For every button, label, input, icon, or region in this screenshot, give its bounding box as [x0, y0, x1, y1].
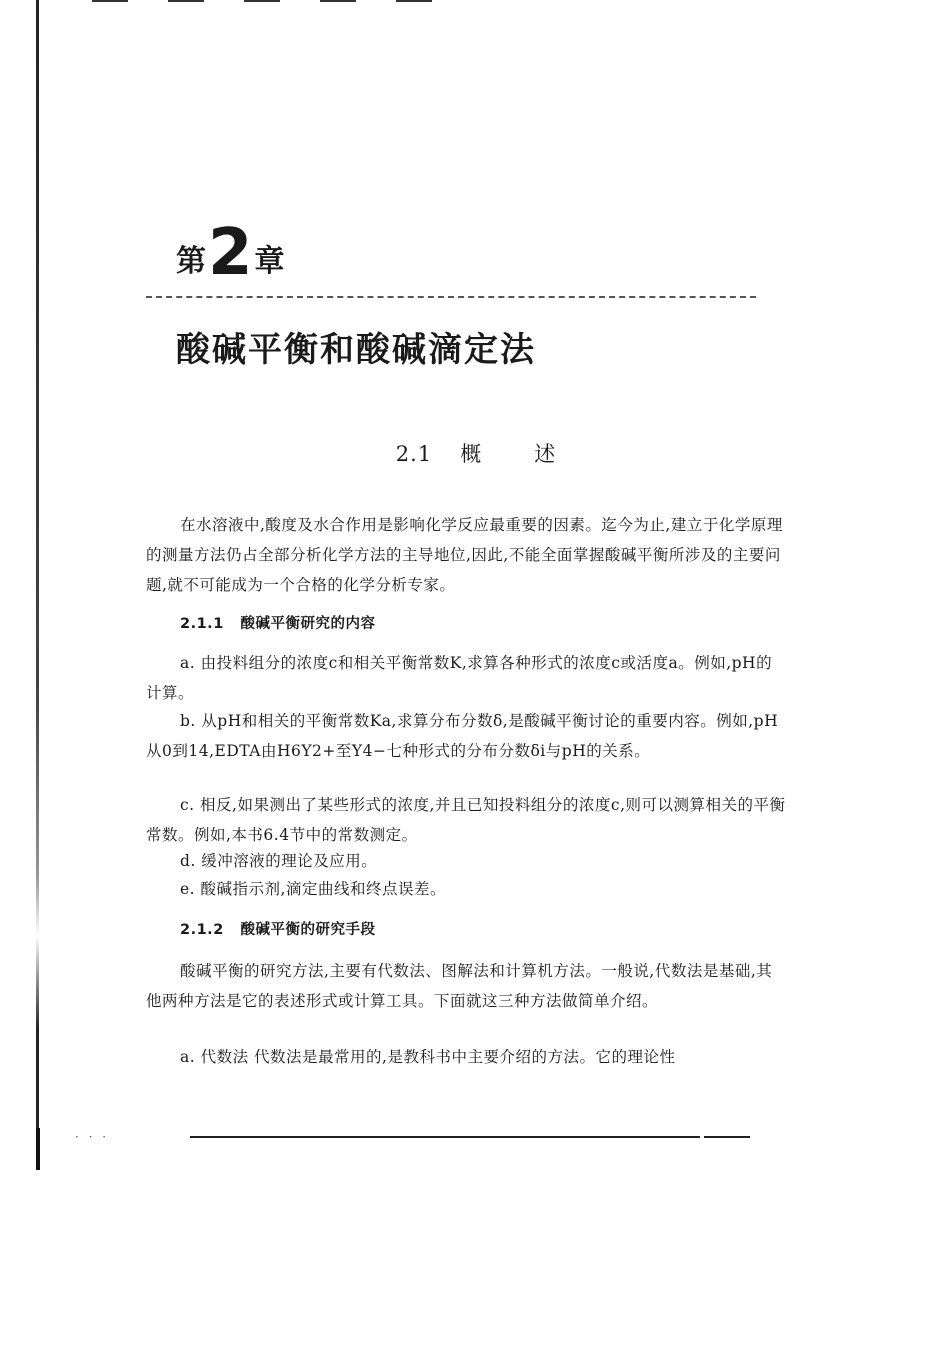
section-heading	[0, 438, 952, 468]
subsection-heading-1	[180, 612, 375, 633]
bottom-rule	[704, 1136, 750, 1138]
subsection-number: 2.1.1	[180, 616, 224, 632]
list-item: d. 缓冲溶液的理论及应用。	[180, 852, 378, 870]
bottom-rule	[190, 1136, 700, 1138]
subsection-heading-2	[180, 918, 375, 939]
top-scan-mark	[244, 0, 280, 2]
top-scan-mark	[320, 0, 356, 2]
body-paragraph: a. 代数法 代数法是最常用的,是教科书中主要介绍的方法。它的理论性	[180, 1048, 676, 1066]
list-item: a. 由投料组分的浓度c和相关平衡常数K,求算各种形式的浓度c或活度a。例如,pH的计算。	[146, 654, 773, 702]
chapter-title: 酸碱平衡和酸碱滴定法	[176, 330, 536, 370]
section-number: 2.1	[395, 442, 433, 466]
subsection-title: 酸碱平衡研究的内容	[240, 616, 376, 632]
section-title-a: 概	[460, 442, 483, 466]
chapter-rule	[146, 296, 756, 298]
list-item: b. 从pH和相关的平衡常数Ka,求算分布分数δ,是酸碱平衡讨论的重要内容。例如,pH从0到14,EDTA由H6Y2+至Y4−七种形式的分布分数δi与pH的关系。	[146, 712, 779, 760]
section-title-b: 述	[534, 442, 557, 466]
chapter-suffix: 章	[254, 244, 285, 279]
intro-paragraph: 在水溶液中,酸度及水合作用是影响化学反应最重要的因素。迄今为止,建立于化学原理的测量方法仍占全部分析化学方法的主导地位,因此,不能全面掌握酸碱平衡所涉及的主要问题,就不可能成为一个合格的化学分析专家。	[146, 516, 783, 594]
scan-dots: · · ·	[75, 1130, 110, 1144]
chapter-number: 2	[208, 216, 253, 290]
page-spine-edge	[36, 0, 39, 1170]
chapter-prefix: 第	[176, 244, 206, 279]
subsection-title: 酸碱平衡的研究手段	[240, 922, 376, 938]
top-scan-mark	[92, 0, 128, 2]
chapter-heading	[176, 205, 285, 290]
top-scan-mark	[396, 0, 432, 2]
subsection-number: 2.1.2	[180, 922, 224, 938]
list-item: c. 相反,如果测出了某些形式的浓度,并且已知投料组分的浓度c,则可以测算相关的平衡常数。例如,本书6.4节中的常数测定。	[146, 796, 786, 844]
page-spine-mark	[36, 1128, 40, 1170]
list-item: e. 酸碱指示剂,滴定曲线和终点误差。	[180, 880, 446, 898]
top-scan-mark	[168, 0, 204, 2]
body-paragraph: 酸碱平衡的研究方法,主要有代数法、图解法和计算机方法。一般说,代数法是基础,其他两种方法是它的表述形式或计算工具。下面就这三种方法做简单介绍。	[146, 962, 773, 1010]
